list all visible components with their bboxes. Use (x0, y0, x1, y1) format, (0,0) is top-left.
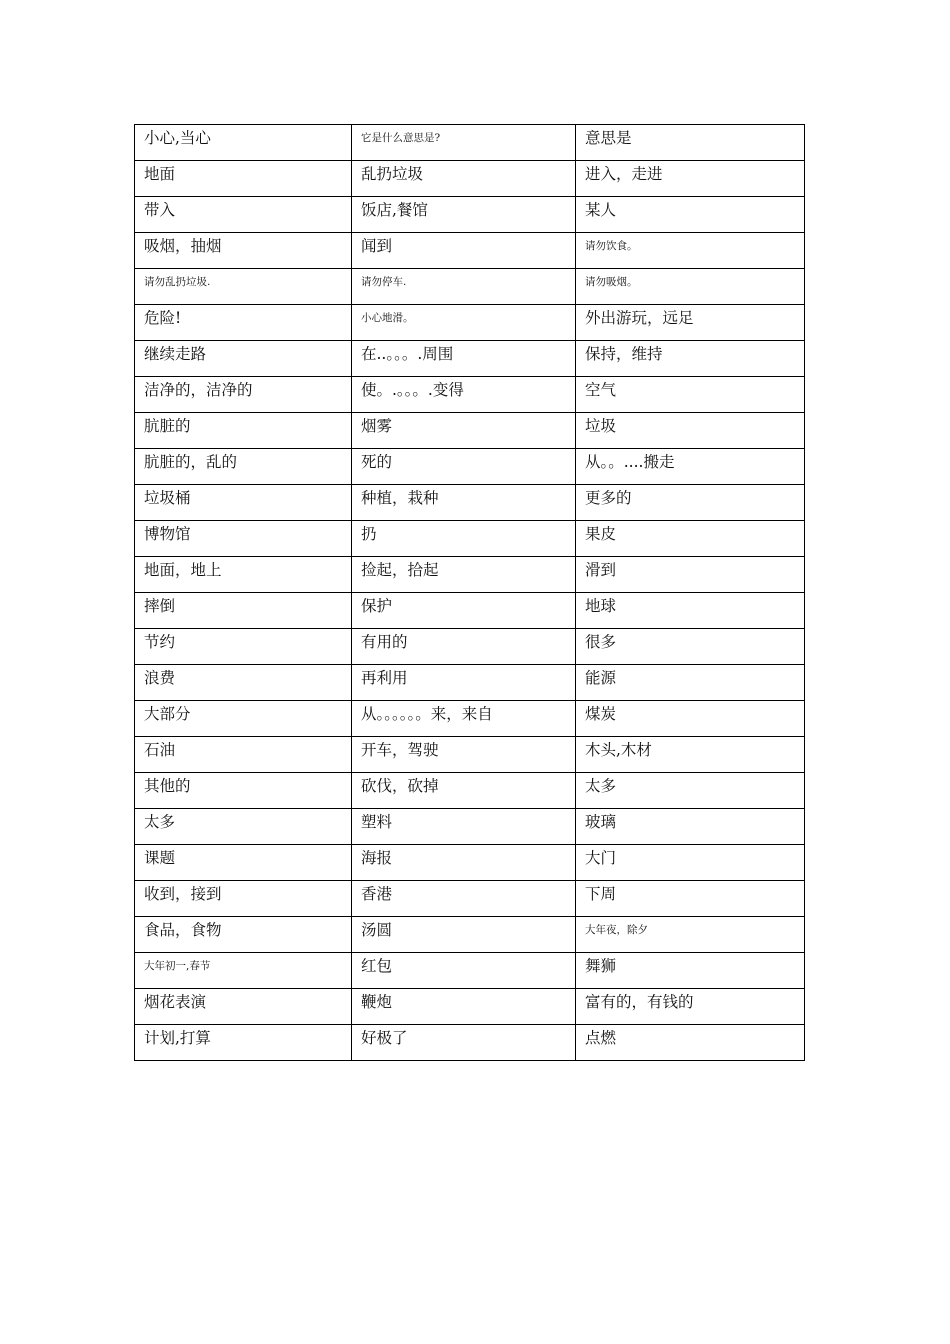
table-cell: 木头,木材 (576, 737, 805, 773)
table-row (135, 161, 805, 197)
table-cell: 太多 (576, 773, 805, 809)
vocabulary-table-body (135, 125, 805, 1061)
table-cell: 滑到 (576, 557, 805, 593)
table-cell: 摔倒 (135, 593, 352, 629)
table-cell: 香港 (352, 881, 576, 917)
table-cell: 垃圾 (576, 413, 805, 449)
table-row (135, 413, 805, 449)
table-cell: 煤炭 (576, 701, 805, 737)
table-cell: 空气 (576, 377, 805, 413)
table-cell: 舞狮 (576, 953, 805, 989)
table-cell: 扔 (352, 521, 576, 557)
table-cell: 大门 (576, 845, 805, 881)
table-cell: 开车，驾驶 (352, 737, 576, 773)
table-cell: 地面 (135, 161, 352, 197)
table-cell: 更多的 (576, 485, 805, 521)
table-cell: 从。。....搬走 (576, 449, 805, 485)
table-cell: 乱扔垃圾 (352, 161, 576, 197)
table-cell: 死的 (352, 449, 576, 485)
table-row (135, 701, 805, 737)
table-cell: 节约 (135, 629, 352, 665)
table-row (135, 773, 805, 809)
table-row (135, 485, 805, 521)
table-cell: 其他的 (135, 773, 352, 809)
table-cell: 玻璃 (576, 809, 805, 845)
table-cell: 有用的 (352, 629, 576, 665)
table-cell: 请勿吸烟。 (576, 269, 805, 305)
table-cell: 课题 (135, 845, 352, 881)
vocabulary-table (134, 124, 805, 1061)
table-row (135, 449, 805, 485)
table-cell: 大年初一,春节 (135, 953, 352, 989)
table-cell: 好极了 (352, 1025, 576, 1061)
table-row (135, 269, 805, 305)
table-cell: 进入，走进 (576, 161, 805, 197)
table-cell: 塑料 (352, 809, 576, 845)
table-cell: 保护 (352, 593, 576, 629)
table-cell: 能源 (576, 665, 805, 701)
table-cell: 砍伐，砍掉 (352, 773, 576, 809)
table-cell: 下周 (576, 881, 805, 917)
table-row (135, 881, 805, 917)
table-row (135, 629, 805, 665)
table-cell: 吸烟，抽烟 (135, 233, 352, 269)
table-cell: 果皮 (576, 521, 805, 557)
table-cell: 洁净的，洁净的 (135, 377, 352, 413)
table-cell: 饭店,餐馆 (352, 197, 576, 233)
table-row (135, 989, 805, 1025)
table-cell: 点燃 (576, 1025, 805, 1061)
table-cell: 请勿饮食。 (576, 233, 805, 269)
table-cell: 再利用 (352, 665, 576, 701)
table-row (135, 917, 805, 953)
table-cell: 从。。。。。。来，来自 (352, 701, 576, 737)
table-cell: 意思是 (576, 125, 805, 161)
table-cell: 肮脏的，乱的 (135, 449, 352, 485)
table-cell: 地面，地上 (135, 557, 352, 593)
table-cell: 太多 (135, 809, 352, 845)
table-row (135, 1025, 805, 1061)
table-cell: 请勿乱扔垃圾. (135, 269, 352, 305)
table-row (135, 197, 805, 233)
table-row (135, 341, 805, 377)
table-cell: 外出游玩，远足 (576, 305, 805, 341)
table-cell: 危险! (135, 305, 352, 341)
table-cell: 红包 (352, 953, 576, 989)
table-row (135, 665, 805, 701)
table-cell: 富有的，有钱的 (576, 989, 805, 1025)
table-cell: 保持，维持 (576, 341, 805, 377)
table-cell: 小心地滑。 (352, 305, 576, 341)
table-cell: 鞭炮 (352, 989, 576, 1025)
table-row (135, 305, 805, 341)
table-cell: 烟雾 (352, 413, 576, 449)
table-cell: 食品，食物 (135, 917, 352, 953)
table-cell: 它是什么意思是? (352, 125, 576, 161)
table-cell: 博物馆 (135, 521, 352, 557)
table-cell: 大年夜，除夕 (576, 917, 805, 953)
table-row (135, 809, 805, 845)
table-row (135, 521, 805, 557)
table-row (135, 737, 805, 773)
table-cell: 石油 (135, 737, 352, 773)
table-cell: 汤圆 (352, 917, 576, 953)
table-cell: 海报 (352, 845, 576, 881)
table-row (135, 233, 805, 269)
table-cell: 带入 (135, 197, 352, 233)
table-cell: 种植，栽种 (352, 485, 576, 521)
table-cell: 请勿停车. (352, 269, 576, 305)
table-cell: 捡起，拾起 (352, 557, 576, 593)
table-cell: 继续走路 (135, 341, 352, 377)
table-row (135, 953, 805, 989)
table-cell: 在..。。。.周围 (352, 341, 576, 377)
table-cell: 很多 (576, 629, 805, 665)
table-row (135, 125, 805, 161)
table-cell: 收到，接到 (135, 881, 352, 917)
table-row (135, 377, 805, 413)
table-row (135, 845, 805, 881)
table-cell: 计划,打算 (135, 1025, 352, 1061)
table-cell: 肮脏的 (135, 413, 352, 449)
table-cell: 使。.。。。.变得 (352, 377, 576, 413)
table-cell: 浪费 (135, 665, 352, 701)
table-cell: 烟花表演 (135, 989, 352, 1025)
table-row (135, 593, 805, 629)
table-cell: 地球 (576, 593, 805, 629)
table-cell: 小心,当心 (135, 125, 352, 161)
table-cell: 某人 (576, 197, 805, 233)
table-cell: 垃圾桶 (135, 485, 352, 521)
table-row (135, 557, 805, 593)
table-cell: 闻到 (352, 233, 576, 269)
table-cell: 大部分 (135, 701, 352, 737)
